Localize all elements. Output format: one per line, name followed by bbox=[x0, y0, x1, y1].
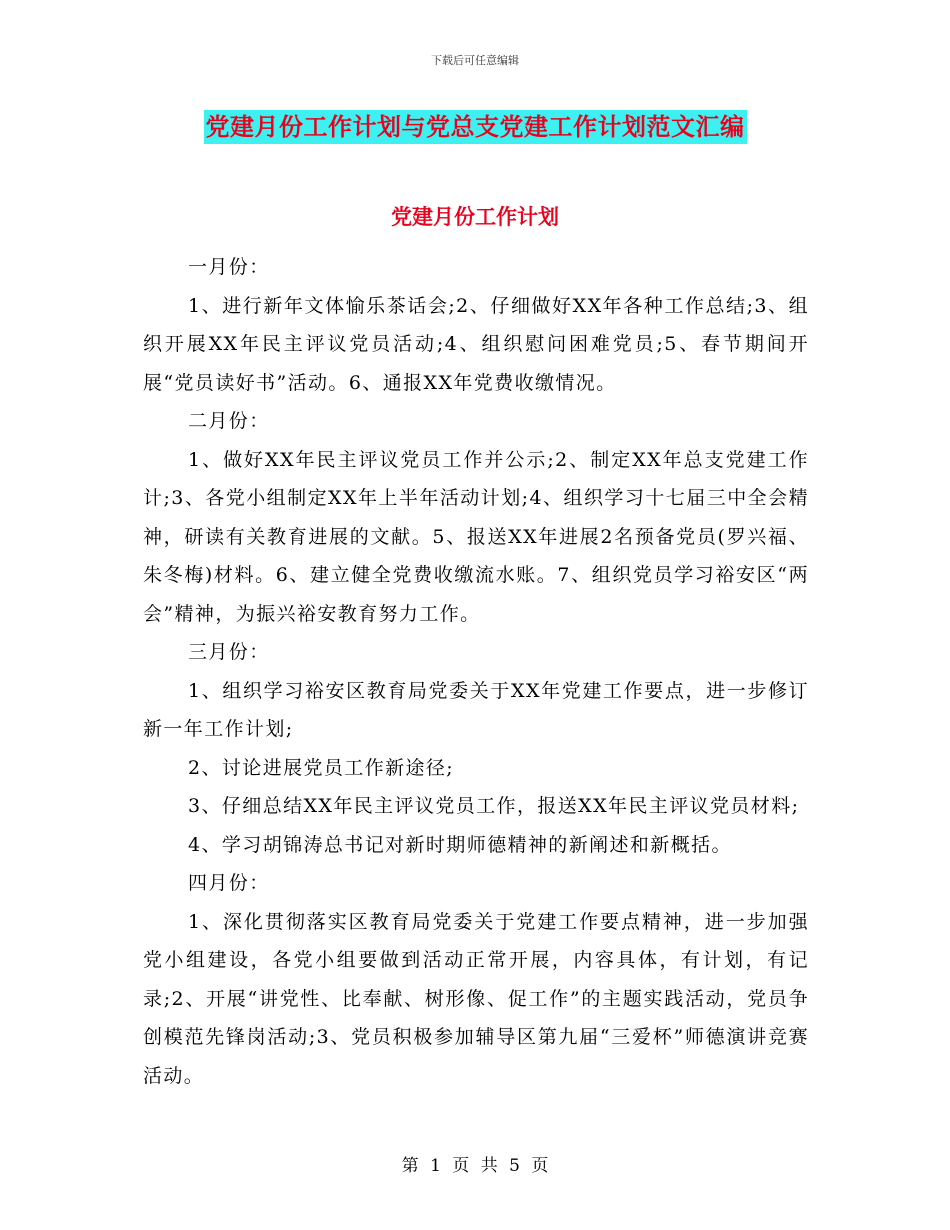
paragraph: 1、进行新年文体愉乐茶话会;2、仔细做好XX年各种工作总结;3、组织开展XX年民主评议党员活动;4、组织慰问困难党员;5、春节期间开展“党员读好书”活动。6、通报XX年党费收缴情况。 bbox=[143, 294, 809, 394]
paragraph: 1、深化贯彻落实区教育局党委关于党建工作要点精神，进一步加强党小组建设，各党小组要做到活动正常开展，内容具体，有计划，有记录;2、开展“讲党性、比奉献、树形像、促工作”的主题实践活动，党员争创模范先锋岗活动;3、党员积极参加辅导区第九届“三爱杯”师德演讲竞赛活动。 bbox=[143, 910, 809, 1087]
document-body bbox=[143, 248, 809, 1095]
section-title: 党建月份工作计划 bbox=[391, 204, 559, 229]
paragraph: 3、仔细总结XX年民主评议党员工作，报送XX年民主评议党员材料; bbox=[188, 795, 800, 817]
paragraph: 一月份： bbox=[188, 256, 270, 278]
paragraph: 四月份： bbox=[188, 872, 270, 894]
paragraph: 1、组织学习裕安区教育局党委关于XX年党建工作要点，进一步修订新一年工作计划; bbox=[143, 679, 809, 740]
paragraph: 4、学习胡锦涛总书记对新时期师德精神的新阐述和新概括。 bbox=[188, 833, 732, 856]
paragraph: 三月份： bbox=[188, 641, 270, 663]
paragraph: 二月份： bbox=[188, 410, 270, 432]
paragraph: 1、做好XX年民主评议党员工作并公示;2、制定XX年总支党建工作计;3、各党小组制定XX年上半年活动计划;4、组织学习十七届三中全会精神，研读有关教育进展的文献。5、报送XX年进展2名预备党员(罗兴福、朱冬梅)材料。6、建立健全党费收缴流水账。7、组织党员学习裕安区“两会”精神，为振兴裕安教育努力工作。 bbox=[143, 448, 809, 625]
page-number: 第 1 页 共 5 页 bbox=[401, 1156, 549, 1176]
document-title-container bbox=[0, 110, 950, 144]
page-header-note: 下载后可任意编辑 bbox=[431, 54, 519, 67]
document-title: 党建月份工作计划与党总支党建工作计划范文汇编 bbox=[204, 110, 747, 144]
paragraph: 2、讨论进展党员工作新途径; bbox=[188, 756, 455, 779]
